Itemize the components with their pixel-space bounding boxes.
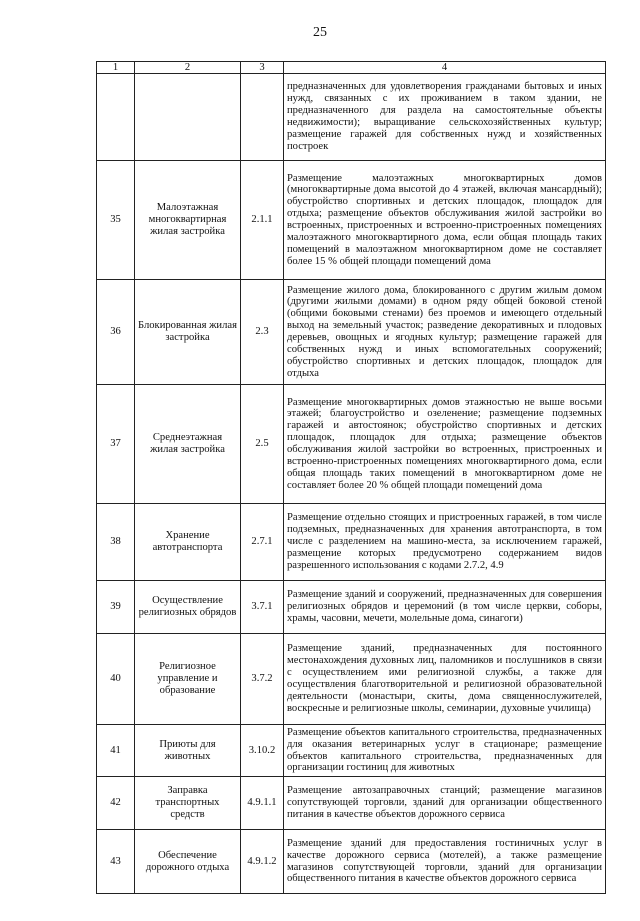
column-header-1: 1 xyxy=(97,62,135,74)
row-number: 41 xyxy=(97,725,135,777)
row-name: Среднеэтажная жилая застройка xyxy=(135,385,241,504)
row-code: 3.7.1 xyxy=(241,581,284,634)
table-row xyxy=(97,777,606,830)
row-name: Приюты для животных xyxy=(135,725,241,777)
table-row xyxy=(97,634,606,725)
page-number: 25 xyxy=(313,25,327,40)
table-row xyxy=(97,385,606,504)
column-header-2: 2 xyxy=(135,62,241,74)
row-name: Осуществление религиозных обрядов xyxy=(135,581,241,634)
row-number: 38 xyxy=(97,504,135,581)
row-code xyxy=(241,74,284,161)
row-number: 35 xyxy=(97,161,135,280)
row-description: Размещение отдельно стоящих и пристроенных гаражей, в том числе подземных, предназначенных для хранения автотранспорта, в том числе с разделением на машино-места, за исключением гаражей, размещение которых предусмотрено содержанием видов разрешенного использования с кодами 2.7.2, 4.9 xyxy=(284,504,606,581)
row-code: 4.9.1.1 xyxy=(241,777,284,830)
row-name: Религиозное управление и образование xyxy=(135,634,241,725)
row-code: 2.7.1 xyxy=(241,504,284,581)
row-name: Малоэтажная многоквартирная жилая застройка xyxy=(135,161,241,280)
table-row xyxy=(97,581,606,634)
row-description: Размещение зданий и сооружений, предназначенных для совершения религиозных обрядов и церемоний (в том числе церкви, соборы, храмы, часовни, мечети, молельные дома, синагоги) xyxy=(284,581,606,634)
row-description: Размещение объектов капитального строительства, предназначенных для оказания ветеринарных услуг в стационаре; размещение объектов капитального строительства, предназначенных для организации гостиниц для животных xyxy=(284,725,606,777)
row-code: 2.3 xyxy=(241,280,284,385)
row-description: Размещение жилого дома, блокированного с другим жилым домом (другими жилыми домами) в одном ряду общей боковой стеной (общими боковыми стенами) без проемов и имеющего отдельный выход на земельный участок; разведение декоративных и плодовых деревьев, овощных и ягодных культур; размещение гаражей для собственных нужд и иных вспомогательных сооружений; обустройство спортивных и детских площадок, площадок для отдыха xyxy=(284,280,606,385)
row-description: предназначенных для удовлетворения гражданами бытовых и иных нужд, связанных с их проживанием в таком здании, не предназначенного для раздела на самостоятельные объекты недвижимости); выращивание сельскохозяйственных культур; размещение гаражей для собственных нужд и хозяйственных построек xyxy=(284,74,606,161)
column-header-3: 3 xyxy=(241,62,284,74)
row-name: Хранение автотранспорта xyxy=(135,504,241,581)
table-row xyxy=(97,725,606,777)
row-description: Размещение малоэтажных многоквартирных домов (многоквартирные дома высотой до 4 этажей, включая мансардный); обустройство спортивных и детских площадок, площадок для отдыха; размещение объектов обслуживания жилой застройки во встроенных, пристроенных и встроенно-пристроенных помещениях малоэтажного многоквартирного дома, если общая площадь таких помещений в малоэтажном многоквартирном доме не составляет более 15 % общей площади помещений дома xyxy=(284,161,606,280)
row-number: 43 xyxy=(97,830,135,894)
row-number xyxy=(97,74,135,161)
row-description: Размещение зданий для предоставления гостиничных услуг в качестве дорожного сервиса (мотелей), а также размещение магазинов сопутствующей торговли, зданий для организации общественного питания в качестве объектов дорожного сервиса xyxy=(284,830,606,894)
row-code: 2.5 xyxy=(241,385,284,504)
row-code: 2.1.1 xyxy=(241,161,284,280)
row-description: Размещение зданий, предназначенных для постоянного местонахождения духовных лиц, паломников и послушников в связи с осуществлением ими религиозной службы, а также для осуществления благотворительной и религиозной образовательной деятельности (монастыри, скиты, дома священнослужителей, воскресные и религиозные школы, семинарии, духовные училища) xyxy=(284,634,606,725)
row-number: 42 xyxy=(97,777,135,830)
row-number: 39 xyxy=(97,581,135,634)
row-description: Размещение многоквартирных домов этажностью не выше восьми этажей; благоустройство и озеленение; размещение подземных гаражей и автостоянок; обустройство спортивных и детских площадок, площадок для отдыха; размещение объектов обслуживания жилой застройки во встроенных, пристроенных и встроенно-пристроенных помещениях многоквартирного дома, если общая площадь таких помещений в многоквартирном доме не составляет более 20 % общей площади помещений дома xyxy=(284,385,606,504)
table-row xyxy=(97,161,606,280)
table-row xyxy=(97,504,606,581)
row-number: 37 xyxy=(97,385,135,504)
land-use-table xyxy=(96,61,606,894)
column-header-4: 4 xyxy=(284,62,606,74)
row-number: 36 xyxy=(97,280,135,385)
row-name: Заправка транспортных средств xyxy=(135,777,241,830)
row-number: 40 xyxy=(97,634,135,725)
row-code: 3.10.2 xyxy=(241,725,284,777)
table-row xyxy=(97,280,606,385)
table-header-row xyxy=(97,62,606,74)
table-row xyxy=(97,830,606,894)
table-row-continuation xyxy=(97,74,606,161)
row-code: 4.9.1.2 xyxy=(241,830,284,894)
row-description: Размещение автозаправочных станций; размещение магазинов сопутствующей торговли, зданий для организации общественного питания в качестве объектов дорожного сервиса xyxy=(284,777,606,830)
row-name: Обеспечение дорожного отдыха xyxy=(135,830,241,894)
row-code: 3.7.2 xyxy=(241,634,284,725)
row-name: Блокированная жилая застройка xyxy=(135,280,241,385)
row-name xyxy=(135,74,241,161)
